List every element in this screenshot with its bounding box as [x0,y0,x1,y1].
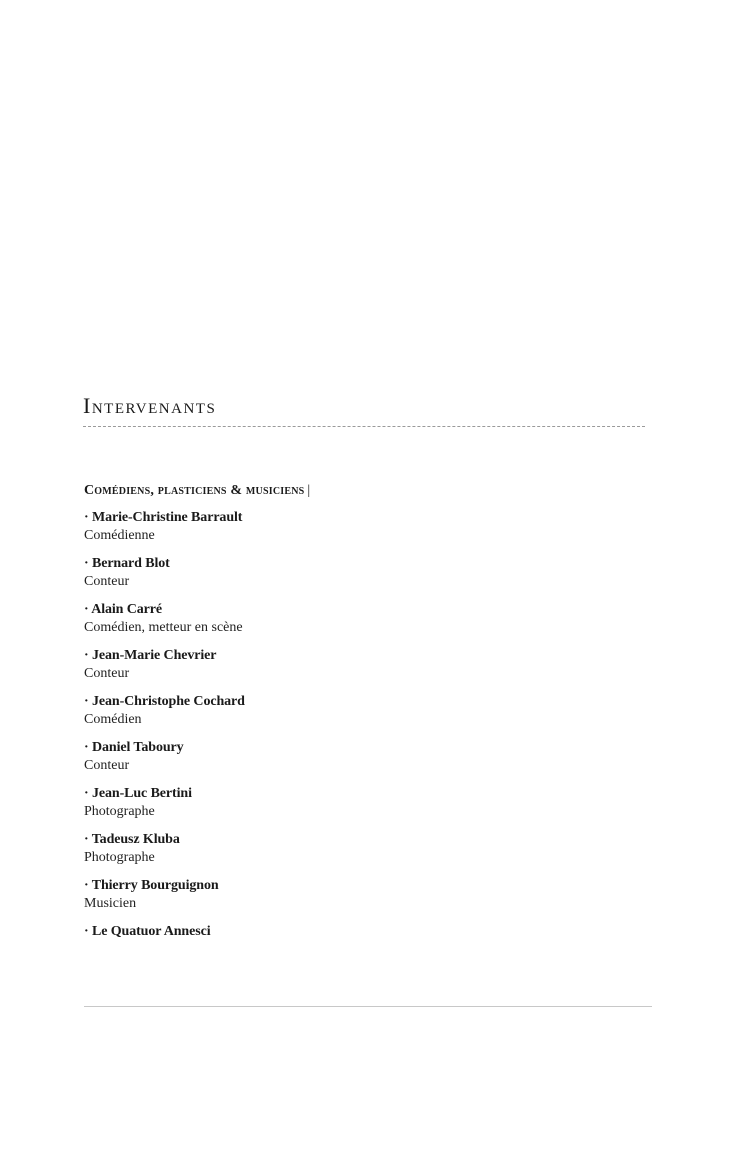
participants-section [84,482,644,951]
participant-role: Comédien, metteur en scène [84,620,243,635]
section-heading-text: Comédiens, plasticiens & musiciens [84,483,305,498]
participant-name: · Jean-Christophe Cochard [84,694,245,709]
participant-name: · Tadeusz Kluba [84,832,180,847]
participant-role: Comédien [84,712,142,727]
participant-role: Conteur [84,758,130,773]
title-divider [83,426,645,427]
participant-entry [84,831,644,867]
section-heading [84,482,644,500]
participant-entry [84,555,644,591]
participant-entry [84,923,644,941]
participant-name: · Le Quatuor Annesci [84,924,211,939]
participant-role: Conteur [84,574,130,589]
participant-entry [84,601,644,637]
participant-role: Conteur [84,666,130,681]
section-heading-separator: | [307,483,311,498]
participant-role: Photographe [84,850,155,865]
participant-entry [84,693,644,729]
participant-entry [84,739,644,775]
participant-name: · Daniel Taboury [84,740,184,755]
participant-entry [84,877,644,913]
participant-name: · Bernard Blot [84,556,170,571]
participant-role: Photographe [84,804,155,819]
participant-role: Comédienne [84,528,155,543]
participant-entry [84,509,644,545]
participant-entry [84,785,644,821]
participant-name: · Jean-Luc Bertini [84,786,192,801]
participant-name: · Alain Carré [84,602,163,617]
participant-role: Musicien [84,896,137,911]
participant-name: · Jean-Marie Chevrier [84,648,217,663]
participant-name: · Thierry Bourguignon [84,878,219,893]
footer-divider [84,1006,652,1007]
page-title: Intervenants [83,393,217,418]
participant-name: · Marie-Christine Barrault [84,510,243,525]
participant-entry [84,647,644,683]
